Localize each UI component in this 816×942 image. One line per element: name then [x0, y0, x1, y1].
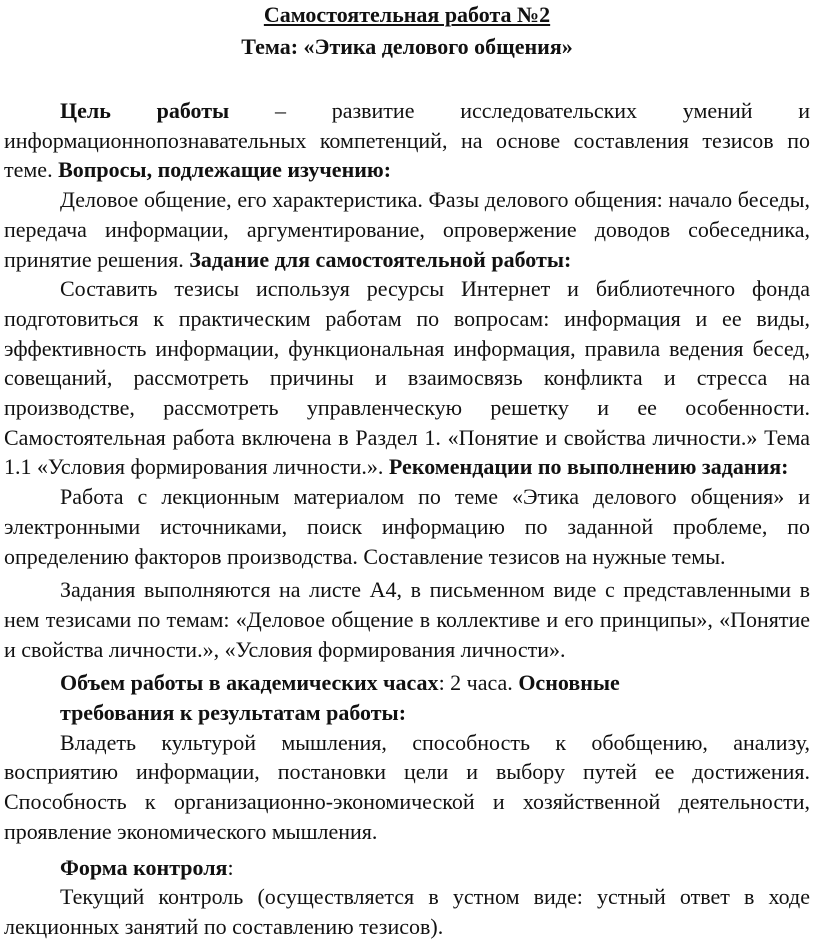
- questions-label: Вопросы, подлежащие изучению:: [58, 157, 392, 183]
- control-colon: :: [227, 854, 234, 880]
- questions-text: Деловое общение, его характеристика. Фазы делового общения: начало беседы, передача информации, аргументирование, опровержение доводов собеседника, принятие решения.: [4, 187, 810, 272]
- task-label: Задание для самостоятельной работы:: [189, 246, 572, 272]
- control-heading: [4, 853, 810, 883]
- control-text: Текущий контроль (осуществляется в устном виде: устный ответ в ходе лекционных занятий по составлению тезисов).: [4, 884, 810, 939]
- volume-text: : 2 часа.: [438, 670, 519, 696]
- document-title: Самостоятельная работа №2: [263, 2, 551, 27]
- task-text: Составить тезисы используя ресурсы Интернет и библиотечного фонда подготовиться к практическим работам по вопросам: информация и ее виды, эффективность информации, функциональная информация, правила ведения бесед, совещаний, рассмотреть причины и взаимосвязь конфликта и стресса на производстве, рассмотреть управленческую решетку и ее особенности. Самостоятельная работа включена в Раздел 1. «Понятие и свойства личности.» Тема 1.1 «Условия формирования личности.».: [4, 276, 810, 480]
- recommendations-text: Работа с лекционным материалом по теме «Этика делового общения» и электронными источниками, поиск информацию по заданной проблеме, по определению факторов производства. Составление тезисов на нужные темы.: [4, 484, 810, 569]
- spacer: [4, 60, 810, 96]
- control-label: Форма контроля: [60, 854, 228, 880]
- goal-paragraph: [4, 96, 810, 185]
- task-paragraph: [4, 274, 810, 482]
- requirements-label-1: Основные: [518, 670, 620, 696]
- format-paragraph: [4, 575, 810, 664]
- requirements-label-2: требования к результатам работы:: [60, 700, 407, 726]
- control-paragraph: [4, 882, 810, 941]
- format-text: Задания выполняются на листе А4, в письменном виде с представленными в нем тезисами по темам: «Деловое общение в коллективе и его принципы», «Понятие и свойства личности.», «Условия формирования личности».: [4, 577, 810, 662]
- goal-label: Цель работы: [60, 98, 230, 123]
- requirements-text: Владеть культурой мышления, способность к обобщению, анализу, восприятию информации, постановки цели и выбору путей ее достижения. Способность к организационно-экономической и хозяйственной деятельности, проявление экономического мышления.: [4, 729, 810, 844]
- questions-paragraph: [4, 185, 810, 274]
- requirements-heading: [4, 698, 810, 728]
- volume-label: Объем работы в академических часах: [60, 670, 439, 696]
- requirements-paragraph: [4, 728, 810, 847]
- recommendations-label: Рекомендации по выполнению задания:: [388, 454, 789, 480]
- document-topic: Тема: «Этика делового общения»: [241, 34, 573, 59]
- goal-text: – развитие исследовательских умений и информационнопознавательных компетенций, на основе составления тезисов по теме.: [4, 98, 810, 183]
- recommendations-paragraph: [4, 482, 810, 571]
- volume-paragraph: [4, 668, 810, 698]
